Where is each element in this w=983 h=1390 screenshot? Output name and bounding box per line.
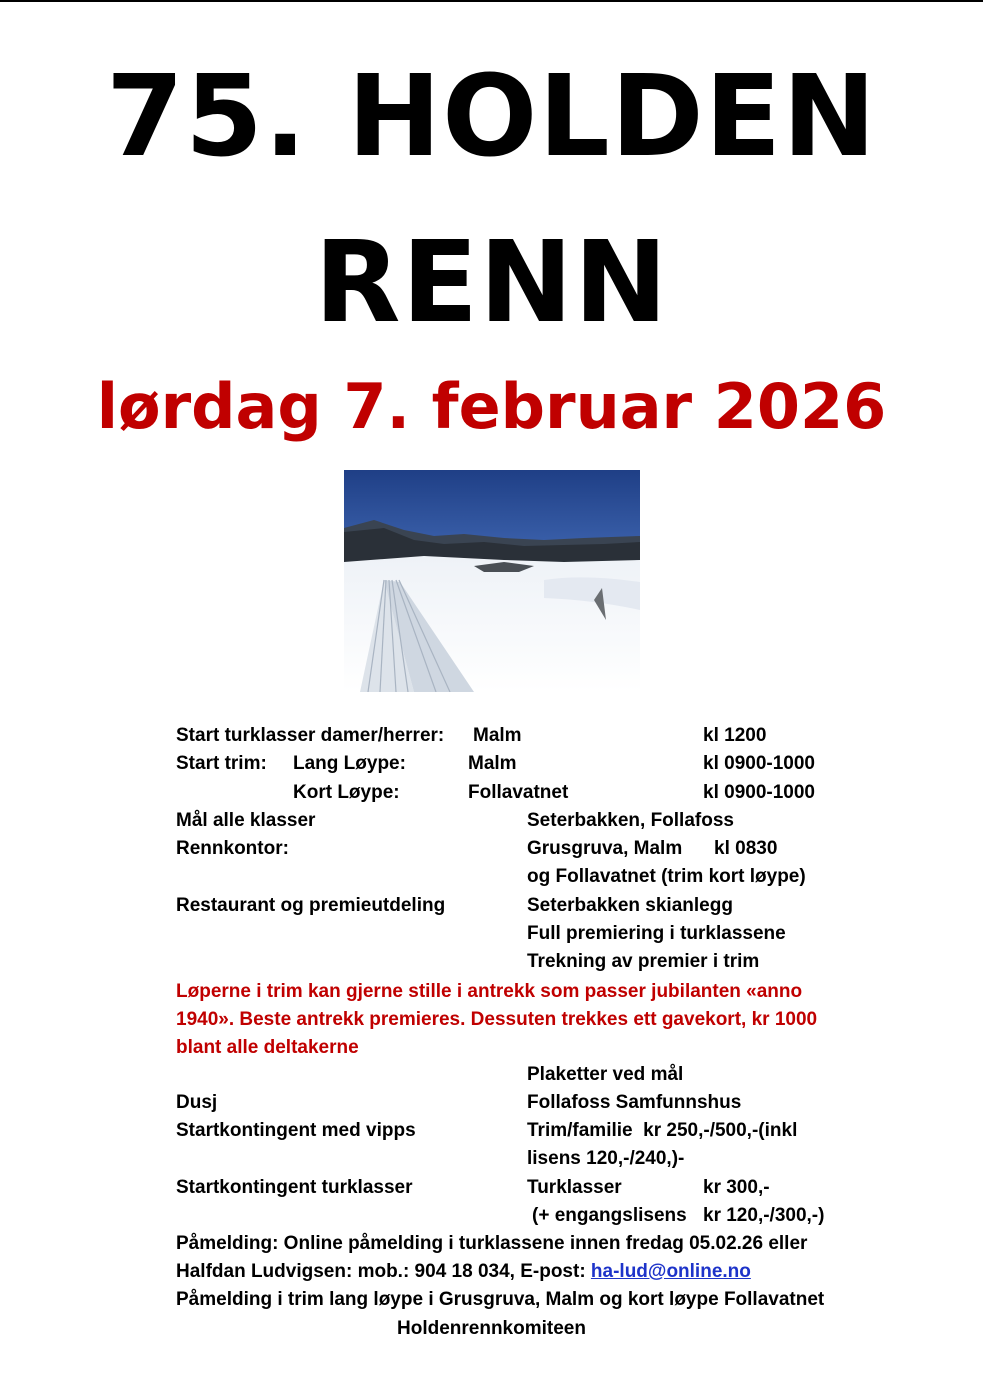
notice-line-2: 1940». Beste antrekk premieres. Dessuten trekkes ett gavekort, kr 1000 (176, 1009, 818, 1030)
event-date: lørdag 7. februar 2026 (96, 370, 887, 443)
vipps-value-2: lisens 120,-/240,)- (527, 1148, 685, 1169)
dusj-label: Dusj (176, 1092, 218, 1113)
rennkontor-time: kl 0830 (714, 838, 778, 859)
lang-loype-label: Lang Løype: (293, 753, 406, 774)
kort-loype-place: Follavatnet (468, 782, 569, 803)
maal-label: Mål alle klasser (176, 810, 316, 831)
kort-loype-label: Kort Løype: (293, 782, 400, 803)
turklasser-fee-value: Turklasser (527, 1177, 622, 1198)
restaurant-value-2: Full premiering i turklassene (527, 923, 786, 944)
restaurant-value-3: Trekning av premier i trim (527, 951, 760, 972)
engangslisens-price: kr 120,-/300,-) (703, 1205, 825, 1226)
turklasser-fee-label: Startkontingent turklasser (176, 1177, 413, 1198)
maal-value: Seterbakken, Follafoss (527, 810, 734, 831)
rennkontor-value-1: Grusgruva, Malm (527, 838, 683, 859)
notice-line-3: blant alle deltakerne (176, 1037, 359, 1058)
ski-track-photo (344, 470, 640, 692)
registration-contact (176, 1260, 751, 1284)
top-border-line (0, 0, 983, 2)
start-tur-place: Malm (473, 725, 522, 746)
kort-loype-time: kl 0900-1000 (703, 782, 815, 803)
plaketter-value: Plaketter ved mål (527, 1064, 684, 1085)
contact-prefix: Halfdan Ludvigsen: mob.: 904 18 034, E-post: (176, 1261, 591, 1282)
vipps-label: Startkontingent med vipps (176, 1120, 416, 1141)
email-link[interactable]: ha-lud@online.no (590, 1261, 751, 1282)
registration-line-3: Påmelding i trim lang løype i Grusgruva, Malm og kort løype Follavatnet (176, 1289, 825, 1310)
costume-notice (176, 978, 876, 1062)
start-tur-time: kl 1200 (703, 725, 767, 746)
notice-line-1: Løperne i trim kan gjerne stille i antrekk som passer jubilanten «anno (176, 981, 803, 1002)
title-line-2: RENN (314, 218, 669, 348)
turklasser-fee-price: kr 300,- (703, 1177, 770, 1198)
lang-loype-time: kl 0900-1000 (703, 753, 815, 774)
signature: Holdenrennkomiteen (397, 1318, 586, 1339)
registration-line-1: Påmelding: Online påmelding i turklassene innen fredag 05.02.26 eller (176, 1233, 808, 1254)
dusj-value: Follafoss Samfunnshus (527, 1092, 742, 1113)
title-line-1: 75. HOLDEN (106, 52, 877, 182)
engangslisens-label: (+ engangslisens (532, 1205, 687, 1226)
lang-loype-place: Malm (468, 753, 517, 774)
restaurant-label: Restaurant og premieutdeling (176, 895, 446, 916)
restaurant-value-1: Seterbakken skianlegg (527, 895, 733, 916)
start-trim-label: Start trim: (176, 753, 267, 774)
start-tur-label: Start turklasser damer/herrer: (176, 725, 445, 746)
vipps-value-1: Trim/familie kr 250,-/500,-(inkl (527, 1120, 798, 1141)
rennkontor-value-2: og Follavatnet (trim kort løype) (527, 866, 806, 887)
rennkontor-label: Rennkontor: (176, 838, 289, 859)
